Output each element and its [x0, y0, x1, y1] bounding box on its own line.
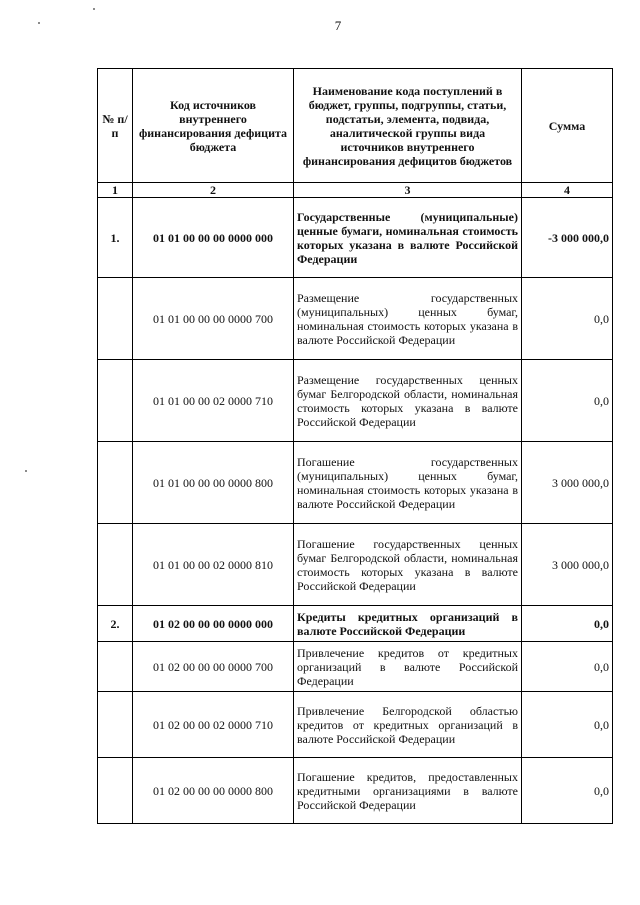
financing-sources-table	[97, 68, 613, 824]
row-sum: 0,0	[522, 642, 613, 692]
table-row	[98, 642, 613, 692]
column-number: 3	[294, 183, 522, 198]
row-code: 01 02 00 00 02 0000 710	[133, 692, 294, 758]
row-num: 1.	[98, 198, 133, 278]
row-name: Погашение государственных ценных бумаг Белгородской области, номинальная стоимость которых указана в валюте Российской Федерации	[294, 524, 522, 606]
row-code: 01 01 00 00 02 0000 810	[133, 524, 294, 606]
row-code: 01 02 00 00 00 0000 000	[133, 606, 294, 642]
header-sum: Сумма	[522, 69, 613, 183]
row-num	[98, 524, 133, 606]
row-sum: 0,0	[522, 278, 613, 360]
table-row	[98, 758, 613, 824]
row-sum: 0,0	[522, 360, 613, 442]
table-header-row	[98, 69, 613, 183]
row-sum: 0,0	[522, 758, 613, 824]
header-num: № п/п	[98, 69, 133, 183]
table-row	[98, 360, 613, 442]
table-row	[98, 692, 613, 758]
row-name: Погашение кредитов, предоставленных кредитными организациями в валюте Российской Федерации	[294, 758, 522, 824]
row-name: Привлечение кредитов от кредитных организаций в валюте Российской Федерации	[294, 642, 522, 692]
column-number: 2	[133, 183, 294, 198]
row-num	[98, 642, 133, 692]
header-name: Наименование кода поступлений в бюджет, группы, подгруппы, статьи, подстатьи, элемента, подвида, аналитической группы вида источников внутреннего финансирования дефицитов бюджетов	[294, 69, 522, 183]
row-code: 01 01 00 00 02 0000 710	[133, 360, 294, 442]
column-number-row	[98, 183, 613, 198]
row-sum: 3 000 000,0	[522, 524, 613, 606]
row-sum: 0,0	[522, 606, 613, 642]
table-row	[98, 442, 613, 524]
table-row	[98, 524, 613, 606]
row-code: 01 01 00 00 00 0000 700	[133, 278, 294, 360]
row-num: 2.	[98, 606, 133, 642]
scan-speck	[38, 22, 40, 24]
row-code: 01 01 00 00 00 0000 000	[133, 198, 294, 278]
row-code: 01 02 00 00 00 0000 800	[133, 758, 294, 824]
row-sum: 0,0	[522, 692, 613, 758]
row-code: 01 02 00 00 00 0000 700	[133, 642, 294, 692]
table-row	[98, 278, 613, 360]
column-number: 4	[522, 183, 613, 198]
row-num	[98, 758, 133, 824]
scan-speck	[25, 470, 27, 472]
row-sum: 3 000 000,0	[522, 442, 613, 524]
row-num	[98, 692, 133, 758]
row-num	[98, 278, 133, 360]
row-name: Государственные (муниципальные) ценные бумаги, номинальная стоимость которых указана в валюте Российской Федерации	[294, 198, 522, 278]
page-number: 7	[334, 18, 342, 33]
row-num	[98, 360, 133, 442]
column-number: 1	[98, 183, 133, 198]
row-name: Привлечение Белгородской областью кредитов от кредитных организаций в валюте Российской Федерации	[294, 692, 522, 758]
row-num	[98, 442, 133, 524]
row-name: Размещение государственных (муниципальных) ценных бумаг, номинальная стоимость которых указана в валюте Российской Федерации	[294, 278, 522, 360]
scan-speck	[93, 8, 95, 10]
table-row	[98, 198, 613, 278]
row-name: Размещение государственных ценных бумаг Белгородской области, номинальная стоимость которых указана в валюте Российской Федерации	[294, 360, 522, 442]
row-code: 01 01 00 00 00 0000 800	[133, 442, 294, 524]
row-name: Кредиты кредитных организаций в валюте Российской Федерации	[294, 606, 522, 642]
row-name: Погашение государственных (муниципальных) ценных бумаг, номинальная стоимость которых указана в валюте Российской Федерации	[294, 442, 522, 524]
header-code: Код источников внутреннего финансирования дефицита бюджета	[133, 69, 294, 183]
table-row	[98, 606, 613, 642]
row-sum: -3 000 000,0	[522, 198, 613, 278]
